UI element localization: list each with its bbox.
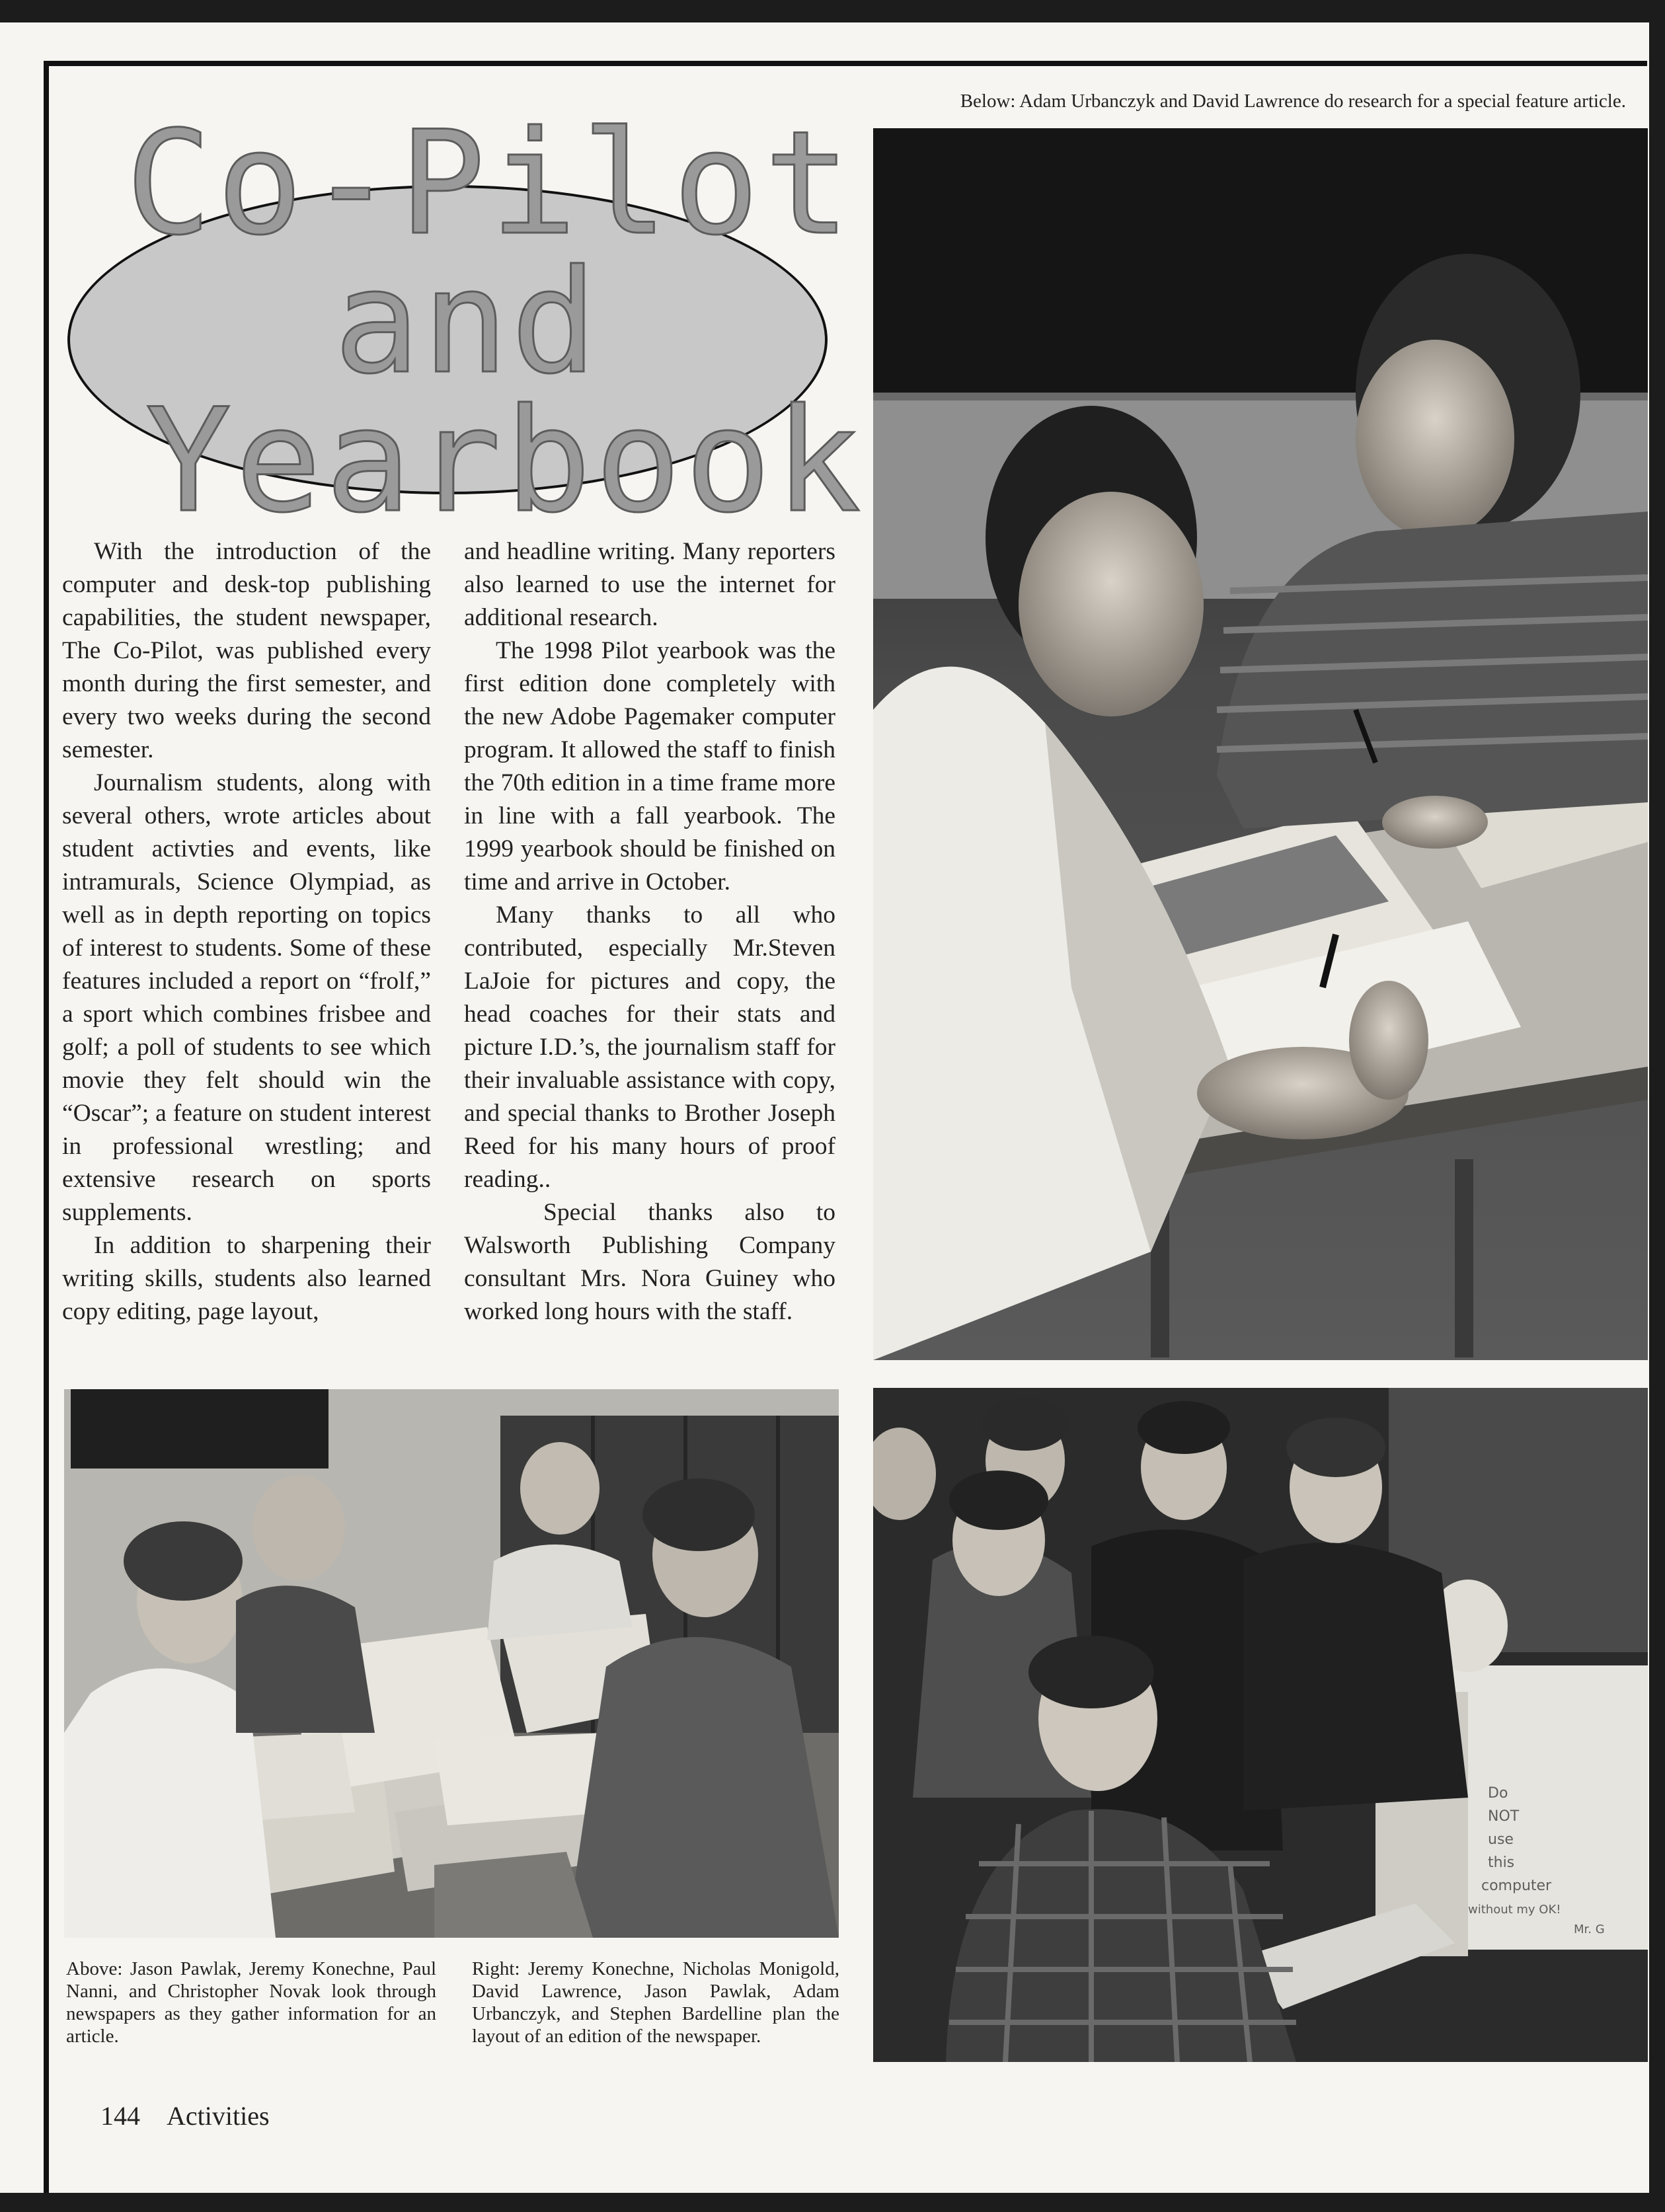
note-line: Mr. G [1574,1923,1605,1936]
article-column-2 [464,535,835,1328]
scan-edge-bottom [0,2193,1665,2212]
photo-illustration [64,1389,839,1938]
note-line: this [1488,1854,1515,1871]
caption-bottom-right-photo: Right: Jeremy Konechne, Nicholas Monigold, David Lawrence, Jason Pawlak, Adam Urbanczyk, and Stephen Bardelline plan the layout of an edition of the newspaper. [472,1958,839,2047]
article-paragraph: With the introduction of the computer and desk-top publishing capabilities, the student newspaper, The Co-Pilot, was published every month during the first semester, and every two weeks during the second semester. [62,538,431,763]
scan-edge-top [0,0,1665,22]
scan-edge-right [1649,0,1665,2212]
page-number: 144 [100,2101,140,2131]
page-folio [100,2100,296,2131]
note-line: without my OK! [1468,1903,1561,1917]
note-line: computer [1481,1878,1552,1894]
article-column-1 [62,535,431,1328]
title-line-1: Co-Pilot [126,100,856,266]
photo-illustration [873,1388,1648,2062]
photo-students-research [873,128,1648,1360]
title-line-2: and [334,239,600,405]
article-paragraph: The 1998 Pilot yearbook was the first edition done completely with the new Adobe Pagemaker computer program. It allowed the staff to finish the 70th edition in a time frame more in line with a fall yearbook. The 1999 yearbook should be finished on time and arrive in October. [464,637,835,896]
note-line: Do [1488,1785,1508,1802]
photo-layout-planning [873,1388,1648,2062]
note-line: NOT [1488,1808,1520,1825]
photo-illustration [873,128,1648,1360]
article-paragraph: Many thanks to all who contributed, especially Mr.Steven LaJoie for pictures and copy, the head coaches for their stats and picture I.D.’s, the journalism staff for their invaluable assistance with copy, and special thanks to Brother Joseph Reed for his many hours of proof reading.. [464,901,835,1193]
photo-students-newspapers [64,1389,839,1938]
section-name: Activities [167,2101,270,2131]
caption-bottom-left-photo: Above: Jason Pawlak, Jeremy Konechne, Paul Nanni, and Christopher Novak look through newspapers as they gather information for an article. [66,1958,436,2047]
caption-top-photo: Below: Adam Urbanczyk and David Lawrence do research for a special feature article. [960,91,1626,112]
article-paragraph: Special thanks also to Walsworth Publishing Company consultant Mrs. Nora Guiney who worked long hours with the staff. [464,1199,835,1325]
article-paragraph: and headline writing. Many reporters also learned to use the internet for additional research. [464,538,835,631]
article-paragraph: Journalism students, along with several others, wrote articles about student activties and events, like intramurals, Science Olympiad, as well as in depth reporting on topics of interest to students. Some of these features included a report on “frolf,” a sport which combines frisbee and golf; a poll of students to see which movie they felt should win the “Oscar”; a feature on student interest in professional wrestling; and extensive research on sports supplements. [62,769,431,1226]
note-line: use [1488,1831,1514,1848]
title-line-3: Yearbook [145,378,865,544]
article-paragraph: In addition to sharpening their writing skills, students also learned copy editing, page layout, [62,1232,431,1325]
